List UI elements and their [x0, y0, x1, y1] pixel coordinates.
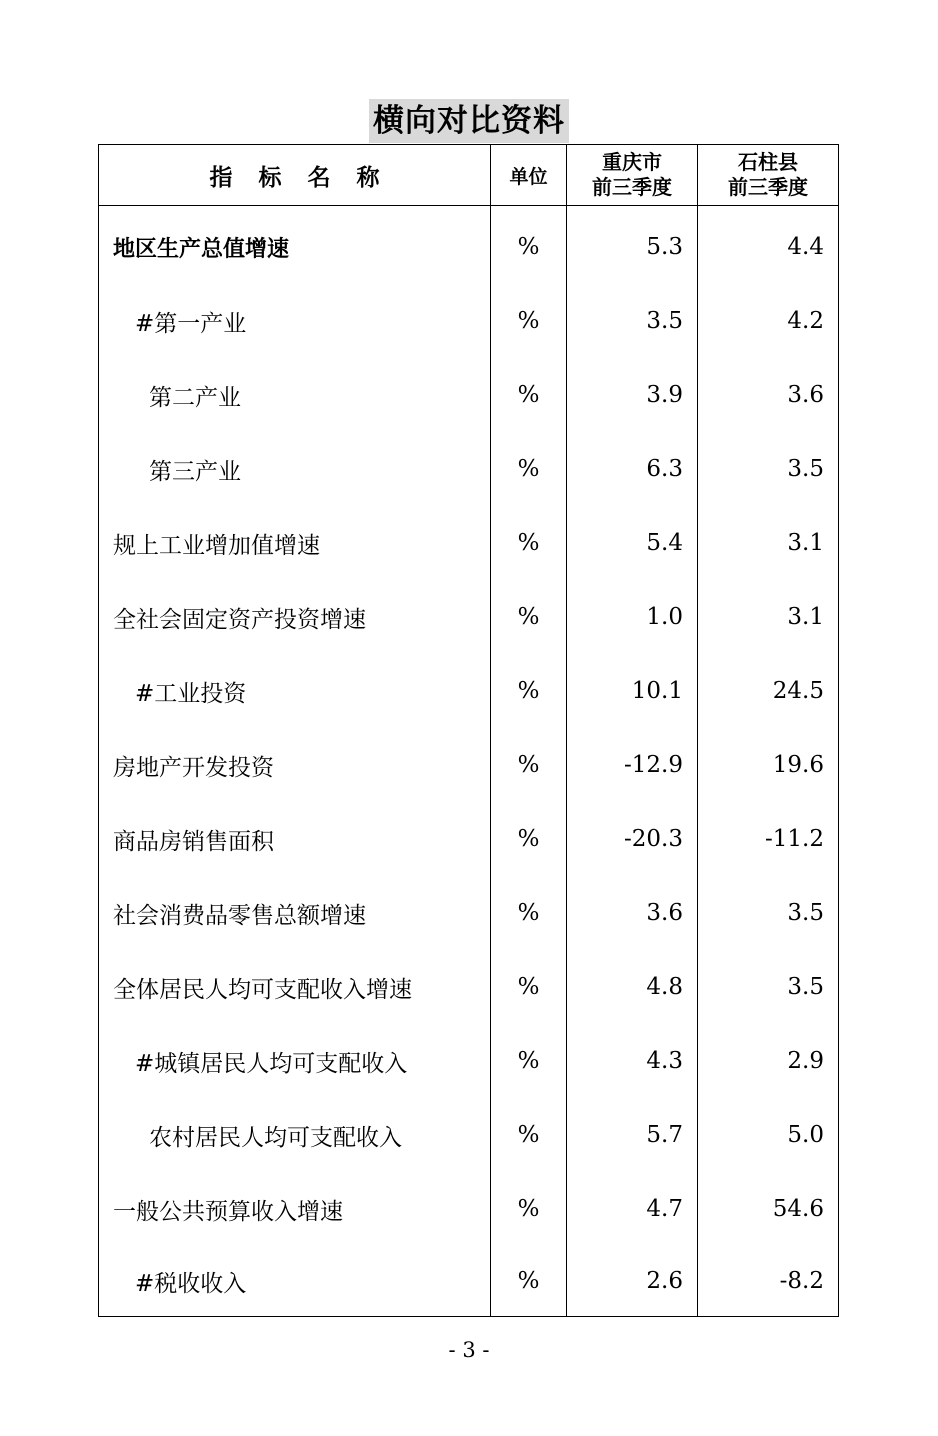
row-unit: % [491, 876, 567, 950]
row-name: 第三产业 [99, 432, 491, 506]
row-unit: % [491, 506, 567, 580]
row-shizhu-value: 3.6 [698, 358, 839, 432]
row-shizhu-value: 3.5 [698, 950, 839, 1024]
row-shizhu-value: 3.1 [698, 580, 839, 654]
row-name: 商品房销售面积 [99, 802, 491, 876]
row-name: 第二产业 [99, 358, 491, 432]
row-name: 社会消费品零售总额增速 [99, 876, 491, 950]
row-name: 农村居民人均可支配收入 [99, 1098, 491, 1172]
row-chongqing-value: 3.6 [567, 876, 698, 950]
table-row [99, 284, 839, 358]
page-title-wrap [0, 99, 938, 143]
table-header-row [99, 145, 839, 206]
header-chongqing-line1: 重庆市 [602, 150, 662, 174]
table-row [99, 950, 839, 1024]
header-indicator-name: 指标名称 [99, 145, 491, 206]
row-shizhu-value: 3.5 [698, 432, 839, 506]
table-row [99, 432, 839, 506]
comparison-table [98, 144, 839, 1317]
table-row [99, 580, 839, 654]
row-shizhu-value: 24.5 [698, 654, 839, 728]
row-chongqing-value: -20.3 [567, 802, 698, 876]
row-unit: % [491, 1024, 567, 1098]
table-row [99, 358, 839, 432]
row-chongqing-value: 6.3 [567, 432, 698, 506]
row-chongqing-value: 3.5 [567, 284, 698, 358]
row-shizhu-value: 19.6 [698, 728, 839, 802]
row-unit: % [491, 1098, 567, 1172]
row-name: 全体居民人均可支配收入增速 [99, 950, 491, 1024]
row-name: 规上工业增加值增速 [99, 506, 491, 580]
row-chongqing-value: 4.7 [567, 1172, 698, 1246]
table-row [99, 1024, 839, 1098]
row-shizhu-value: -8.2 [698, 1246, 839, 1317]
row-chongqing-value: 5.7 [567, 1098, 698, 1172]
row-unit: % [491, 284, 567, 358]
table-row [99, 876, 839, 950]
row-shizhu-value: 3.1 [698, 506, 839, 580]
row-unit: % [491, 1172, 567, 1246]
table-row [99, 1246, 839, 1317]
row-unit: % [491, 580, 567, 654]
header-shizhu-line2: 前三季度 [728, 175, 808, 199]
header-shizhu-line1: 石柱县 [738, 150, 798, 174]
row-chongqing-value: 4.8 [567, 950, 698, 1024]
row-name: #税收收入 [99, 1246, 491, 1317]
page-number: - 3 - [448, 1338, 490, 1362]
row-unit: % [491, 432, 567, 506]
row-chongqing-value: 1.0 [567, 580, 698, 654]
row-chongqing-value: 5.3 [567, 206, 698, 285]
table-row [99, 654, 839, 728]
header-chongqing [567, 145, 698, 206]
header-unit: 单位 [491, 145, 567, 206]
row-unit: % [491, 802, 567, 876]
table-row [99, 206, 839, 285]
row-chongqing-value: 10.1 [567, 654, 698, 728]
row-name: #城镇居民人均可支配收入 [99, 1024, 491, 1098]
row-name: 地区生产总值增速 [99, 206, 491, 285]
row-shizhu-value: 4.4 [698, 206, 839, 285]
row-shizhu-value: 2.9 [698, 1024, 839, 1098]
row-chongqing-value: 5.4 [567, 506, 698, 580]
row-shizhu-value: 3.5 [698, 876, 839, 950]
row-chongqing-value: 4.3 [567, 1024, 698, 1098]
row-shizhu-value: 4.2 [698, 284, 839, 358]
table-row [99, 506, 839, 580]
row-chongqing-value: 2.6 [567, 1246, 698, 1317]
row-unit: % [491, 728, 567, 802]
row-shizhu-value: 5.0 [698, 1098, 839, 1172]
header-chongqing-line2: 前三季度 [592, 175, 672, 199]
row-name: #第一产业 [99, 284, 491, 358]
row-name: #工业投资 [99, 654, 491, 728]
row-unit: % [491, 358, 567, 432]
row-chongqing-value: 3.9 [567, 358, 698, 432]
page-title: 横向对比资料 [369, 99, 569, 143]
table-row [99, 728, 839, 802]
row-unit: % [491, 1246, 567, 1317]
table-row [99, 1172, 839, 1246]
header-shizhu [698, 145, 839, 206]
row-name: 一般公共预算收入增速 [99, 1172, 491, 1246]
row-unit: % [491, 206, 567, 285]
table-row [99, 802, 839, 876]
row-name: 房地产开发投资 [99, 728, 491, 802]
row-chongqing-value: -12.9 [567, 728, 698, 802]
row-unit: % [491, 654, 567, 728]
table-row [99, 1098, 839, 1172]
row-shizhu-value: -11.2 [698, 802, 839, 876]
row-name: 全社会固定资产投资增速 [99, 580, 491, 654]
row-shizhu-value: 54.6 [698, 1172, 839, 1246]
row-unit: % [491, 950, 567, 1024]
